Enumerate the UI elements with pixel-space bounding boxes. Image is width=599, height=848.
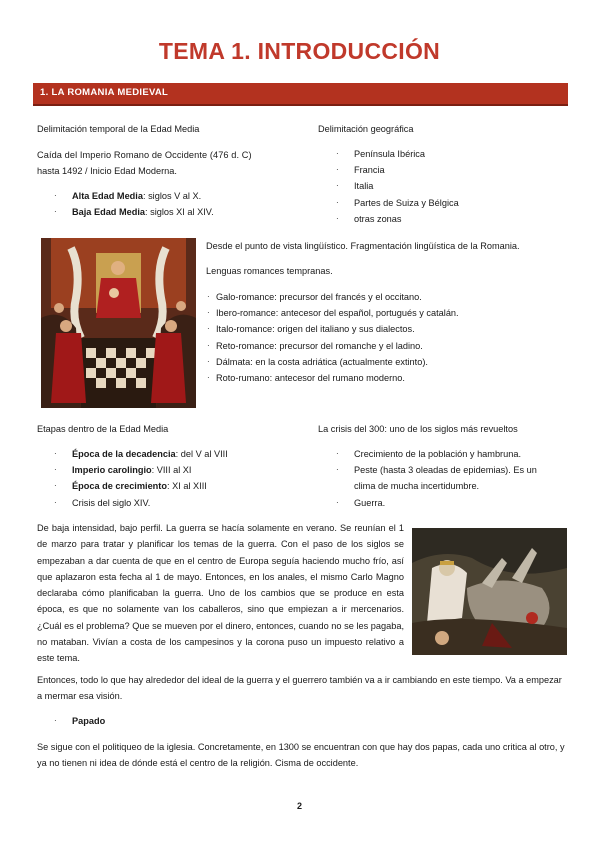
section-title: 1. LA ROMANIA MEDIEVAL (40, 87, 169, 98)
list-item (207, 370, 459, 386)
bullet-icon: · (207, 356, 210, 366)
list-item (336, 195, 459, 211)
bullet-icon: · (54, 191, 57, 200)
list-item (54, 446, 228, 462)
geo-heading: Delimitación geográfica (318, 124, 414, 134)
item-text: Peste (hasta 3 oleadas de epidemias). Es un (354, 465, 537, 476)
bullet-icon: · (54, 465, 57, 475)
bullet-icon: · (336, 213, 339, 223)
list-item (54, 188, 214, 204)
item-text: Italia (354, 181, 374, 192)
bullet-icon: · (54, 449, 57, 458)
papado-paragraph: Se sigue con el politiqueo de la iglesia. Concretamente, en 1300 se encuentran con que hay dos papas, cada uno critica al otro, y ya no tienen ni idea de dónde está el centro de la religión. Cisma de occidente. (37, 742, 565, 769)
etapas-heading: Etapas dentro de la Edad Media (37, 424, 169, 434)
geo-list (336, 146, 459, 227)
temporal-text-line1: Caída del Imperio Romano de Occidente (476 d. C) (37, 150, 252, 160)
list-item (336, 178, 459, 194)
temporal-list (54, 188, 214, 220)
list-item (207, 305, 459, 321)
bullet-icon: · (336, 497, 339, 507)
item-text: : siglos XI al XIV. (145, 207, 214, 218)
list-item (54, 495, 228, 511)
list-item (336, 462, 564, 478)
papado-label: Papado (72, 716, 106, 726)
item-text: Reto-romance: precursor del romanche y el ladino. (216, 340, 423, 351)
section-header-bar (33, 83, 568, 106)
item-text: Península Ibérica (354, 149, 425, 159)
item-text: : del V al VIII (175, 449, 228, 459)
bullet-icon: · (336, 181, 339, 191)
temporal-heading: Delimitación temporal de la Edad Media (37, 124, 200, 134)
temporal-text-line2: hasta 1492 / Inicio Edad Moderna. (37, 166, 177, 176)
list-item (54, 478, 228, 494)
painting-illustration (412, 528, 567, 655)
item-text: Francia (354, 165, 385, 176)
item-bold: Imperio carolingio (72, 465, 152, 476)
item-text: Dálmata: en la costa adriática (actualmente extinto). (216, 356, 428, 367)
papado-list (54, 713, 106, 729)
item-text: : VIII al XI (151, 465, 192, 476)
bullet-icon: · (54, 481, 57, 491)
item-bold: Baja Edad Media (72, 207, 146, 218)
bullet-icon: · (207, 292, 210, 301)
bullet-icon: · (336, 197, 339, 207)
list-item (207, 354, 459, 370)
madonna-painting-image (41, 238, 196, 408)
item-text: : siglos V al X. (142, 191, 202, 201)
linguistic-line1: Desde el punto de vista lingüístico. Fragmentación lingüística de la Romania. (206, 241, 520, 251)
page-title: TEMA 1. INTRODUCCIÓN (158, 38, 441, 64)
bullet-icon: · (54, 207, 57, 217)
ideal-paragraph: Entonces, todo lo que hay alrededor del ideal de la guerra y el guerrero también va a ir cambiando en este tiempo. Va a empezar a mermar esa visión. (37, 675, 562, 702)
item-text: Guerra. (354, 497, 386, 508)
war-paragraph: De baja intensidad, bajo perfil. La guerra se hacía solamente en verano. Se reunían el 1 de marzo para tratar y planificar los temas de la guerra. Con el paso de los siglos se empezaban a dar cuenta de que en el centro de Europa seguía haciendo mucho frío, así que aplazaron esta fecha al 1 de mayo. Entonces, en los anales, el mismo Carlo Magno declaraba cómo planificaban la guerra. Uno de los cambios que se produce en esta época, es que no solamente van los caballeros, sino que empiezan a ir mercenarios. ¿Cuál es el problema? Que se mueven por el dinero, entonces, cuando no se les pagaba, no mataban. Vivían a costa de los campesinos y la corona puso un impuesto relativo a este tema. (37, 523, 404, 664)
list-item (336, 446, 564, 462)
bullet-icon: · (207, 340, 210, 350)
romance-languages-list (207, 289, 459, 386)
bullet-icon: · (207, 373, 210, 383)
bullet-icon: · (207, 324, 210, 334)
list-item (336, 162, 459, 178)
item-text: otras zonas (354, 213, 402, 224)
item-bold: Época de la decadencia (72, 449, 176, 459)
crisis-heading: La crisis del 300: uno de los siglos más revueltos (318, 424, 518, 434)
item-text: Crisis del siglo XIV. (72, 497, 151, 508)
bullet-icon: · (207, 308, 210, 318)
page-number: 2 (296, 801, 302, 811)
list-item (207, 338, 459, 354)
etapas-list (54, 446, 228, 511)
list-item-continuation (354, 478, 564, 494)
item-text: clima de mucha incertidumbre. (354, 481, 480, 492)
bullet-icon: · (336, 165, 339, 175)
list-item (54, 204, 214, 220)
bullet-icon: · (54, 497, 57, 507)
item-text: Roto-rumano: antecesor del rumano moderno. (216, 373, 405, 384)
item-text: Italo-romance: origen del italiano y sus dialectos. (216, 324, 415, 335)
bullet-icon: · (336, 449, 339, 458)
bullet-icon: · (336, 149, 339, 158)
list-item (336, 146, 459, 162)
item-text: Crecimiento de la población y hambruna. (354, 449, 521, 459)
linguistic-line2: Lenguas romances tempranas. (206, 266, 333, 276)
item-text: Ibero-romance: antecesor del español, portugués y catalán. (216, 308, 459, 319)
bullet-icon: · (54, 716, 57, 725)
list-item (336, 211, 459, 227)
list-item (207, 321, 459, 337)
item-text: Galo-romance: precursor del francés y el occitano. (216, 292, 422, 302)
list-item (54, 713, 106, 729)
painting-illustration (41, 238, 196, 408)
item-bold: Época de crecimiento (72, 481, 167, 492)
item-text: Partes de Suiza y Bélgica (354, 197, 459, 208)
crisis-list (336, 446, 564, 511)
item-text: : XI al XIII (166, 481, 207, 492)
item-bold: Alta Edad Media (72, 191, 143, 201)
bullet-icon: · (336, 465, 339, 475)
list-item (207, 289, 459, 305)
list-item (54, 462, 228, 478)
list-item (336, 495, 564, 511)
triumph-of-death-painting-image (412, 528, 567, 655)
